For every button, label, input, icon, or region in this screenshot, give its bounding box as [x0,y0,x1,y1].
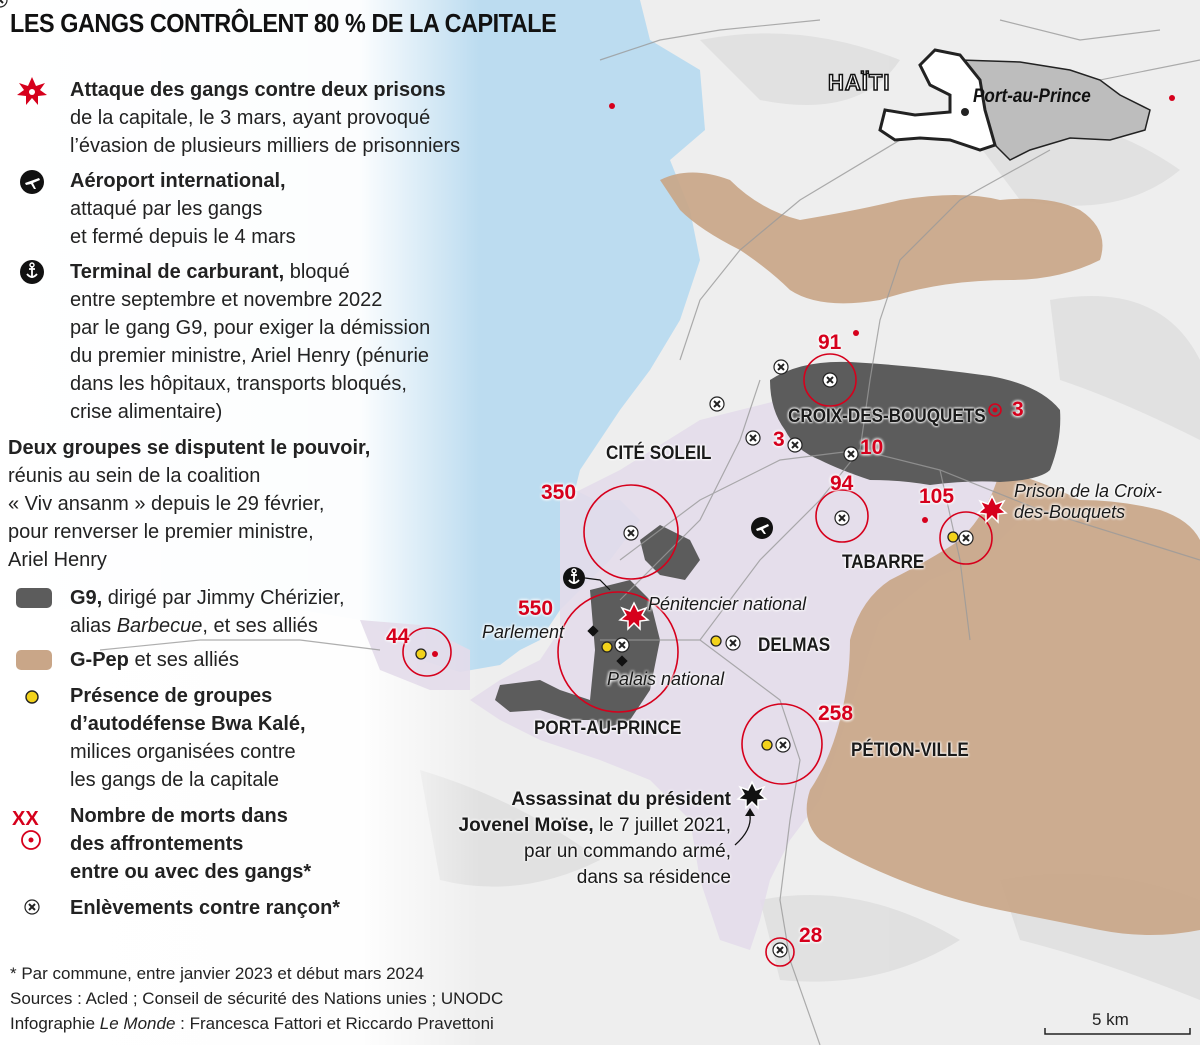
footer-note: * Par commune, entre janvier 2023 et début mars 2024 [10,964,424,983]
legend-prison-attack-line3: l’évasion de plusieurs milliers de prisonniers [70,135,461,157]
legend-g9-line2a: alias [70,615,117,637]
legend-bwa-title: Présence de groupes [70,685,273,707]
deaths-value: 350 [541,481,577,504]
legend-airport-line3: et fermé depuis le 4 mars [70,226,296,248]
deaths-value: 3 [1012,398,1024,421]
label-cite-soleil: CITÉ SOLEIL [606,443,712,464]
label-palais: Palais national [607,669,725,689]
legend-g9-alias: Barbecue [116,615,203,637]
assassination-annotation [413,787,731,891]
label-parlement: Parlement [482,622,565,642]
legend-fuel-terminal [70,258,430,426]
legend-bwa-dot [26,691,38,703]
legend-bwa-title-2: d’autodéfense Bwa Kalé, [70,713,306,735]
legend-groups-line4: pour renverser le premier ministre, [8,521,314,543]
legend-bwa-kale [70,682,306,794]
legend-groups-title: Deux groupes se disputent le pouvoir, [8,437,371,459]
legend-deaths-title: Nombre de morts dans [70,805,288,827]
legend-prison-attack [70,76,460,160]
deaths-value: 44 [386,625,410,648]
legend-groups-line5: Ariel Henry [8,549,107,571]
legend-gpep-swatch [16,650,52,670]
legend-fuel-line5: dans les hôpitaux, transports bloqués, [70,373,407,395]
legend-fuel-title: Terminal de carburant, [70,261,285,283]
footer-credit [10,1014,494,1034]
legend-anchor-icon [20,260,44,284]
legend-fuel-line6: crise alimentaire) [70,401,223,423]
deaths-value: 10 [860,436,884,459]
label-prison-croix-1: Prison de la Croix- [1014,481,1163,501]
label-penitencier: Pénitencier national [648,594,807,614]
deaths-value: 105 [919,485,955,508]
deaths-value: 28 [799,924,823,947]
legend-kidnap-title: Enlèvements contre rançon* [70,897,341,919]
legend-bwa-line4: les gangs de la capitale [70,769,280,791]
label-petion-ville: PÉTION-VILLE [851,740,969,761]
legend-gpep [70,646,239,674]
label-prison-croix-2: des-Bouquets [1014,502,1126,522]
inset-city-label: Port-au-Prince [973,86,1091,107]
legend-g9-line2c: , et ses alliés [202,615,318,637]
legend-g9-title: G9, [70,587,103,609]
assassination-line3: par un commando armé, [524,841,731,862]
assassination-name: Jovenel Moïse, [458,815,594,836]
label-tabarre: TABARRE [842,552,925,573]
legend-deaths-symbol: XX [12,808,39,830]
inset-country-label: HAÏTI [828,70,891,95]
legend-fuel-line4: du premier ministre, Ariel Henry (pénurie [70,345,430,367]
fuel-terminal-marker [563,567,585,589]
deaths-value: 550 [518,597,554,620]
legend-g9-title-rest: dirigé par Jimmy Chérizier, [102,587,345,609]
footer-credit-a: Infographie [10,1014,100,1033]
legend-groups-line2: réunis au sein de la coalition [8,465,261,487]
map-title: LES GANGS CONTRÔLENT 80 % DE LA CAPITALE [10,8,557,38]
legend-airport-title: Aéroport international, [70,170,286,192]
legend-airport-icon [20,170,44,194]
legend-kidnap [70,894,340,922]
footer-credit-c: : Francesca Fattori et Riccardo Pravettoni [175,1014,494,1033]
legend-deaths-title-2: des affrontements [70,833,244,855]
deaths-value: 91 [818,331,842,354]
legend-g9 [70,584,345,640]
legend-airport-line2: attaqué par les gangs [70,198,263,220]
legend-prison-attack-line2: de la capitale, le 3 mars, ayant provoqué [70,107,431,129]
legend-airport [70,167,296,251]
label-delmas: DELMAS [758,635,831,656]
legend-fuel-line3: par le gang G9, pour exiger la démission [70,317,431,339]
airport-marker [751,517,773,539]
legend-g9-swatch [16,588,52,608]
legend-groups [8,434,370,574]
assassination-line4: dans sa résidence [576,867,731,888]
assassination-date: le 7 juillet 2021, [593,815,731,836]
legend-groups-line3: « Viv ansanm » depuis le 29 février, [8,493,325,515]
label-prison-croix [1014,481,1162,523]
deaths-value: 258 [818,702,854,725]
scale-label: 5 km [1092,1010,1129,1029]
legend-fuel-title-rest: bloqué [284,261,350,283]
legend-bwa-line3: milices organisées contre [70,741,296,763]
legend-deaths-title-3: entre ou avec des gangs* [70,861,312,883]
legend-fuel-line2: entre septembre et novembre 2022 [70,289,383,311]
deaths-value: 94 [830,472,854,495]
inset-port-au-prince-dot [961,108,969,116]
footer-sources: Sources : Acled ; Conseil de sécurité des Nations unies ; UNODC [10,989,504,1008]
footer-credit-publication: Le Monde [99,1014,176,1033]
label-port-au-prince: PORT-AU-PRINCE [534,718,682,739]
label-croix-des-bouquets: CROIX-DES-BOUQUETS [788,406,986,427]
legend-gpep-title-rest: et ses alliés [128,649,239,671]
assassination-line1: Assassinat du président [511,789,731,810]
deaths-value: 3 [773,428,785,451]
legend-gpep-title: G-Pep [70,649,129,671]
legend-kidnap-icon [25,900,39,914]
legend-deaths [70,802,311,886]
legend-prison-attack-title: Attaque des gangs contre deux prisons [70,79,446,101]
